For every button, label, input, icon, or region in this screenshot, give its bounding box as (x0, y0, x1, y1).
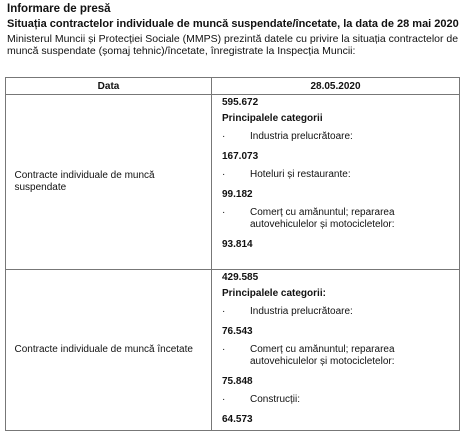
category-name: Construcții: (250, 394, 301, 405)
category-item (222, 344, 453, 368)
row-label-cell (6, 270, 212, 431)
suspended-total: 595.672 (222, 97, 259, 108)
category-item (222, 207, 453, 231)
terminated-categories-title: Principalele categorii: (222, 288, 326, 299)
category-value: 64.573 (222, 414, 253, 425)
header-date-cell: 28.05.2020 (212, 78, 460, 95)
category-value: 93.814 (222, 239, 253, 250)
table-row (6, 270, 460, 431)
suspended-categories-title: Principalele categorii (222, 113, 323, 124)
bullet-icon: · (222, 207, 226, 218)
document-headline: Situația contractelor individuale de muncă suspendate/încetate, la data de 28 mai 2020 (7, 18, 459, 30)
document-intro: Ministerul Muncii și Protecției Sociale (MMPS) prezintă datele cu privire la situația contractelor de muncă suspendate (șomaj tehnic)/încetate, înregistrate la Inspecția Muncii: (7, 33, 459, 57)
category-name: Industria prelucrătoare: (250, 306, 353, 317)
category-item (222, 394, 453, 406)
table-header-row (6, 78, 460, 95)
contracts-table (5, 77, 460, 431)
category-name: Comerț cu amănuntul; repararea autovehiculelor și motocicletelor: (250, 207, 395, 230)
bullet-icon: · (222, 344, 226, 355)
category-value: 76.543 (222, 326, 253, 337)
row-label-terminated: Contracte individuale de muncă încetate (14, 344, 193, 355)
row-label-suspended: Contracte individuale de muncă suspendate (14, 170, 155, 193)
terminated-total: 429.585 (222, 272, 259, 283)
category-value: 167.073 (222, 151, 259, 162)
row-values-cell (212, 270, 460, 431)
header-label-cell: Data (6, 78, 212, 95)
category-item (222, 306, 453, 318)
bullet-icon: · (222, 169, 226, 180)
table-row (6, 95, 460, 270)
category-name: Hoteluri și restaurante: (250, 169, 351, 180)
row-values-cell (212, 95, 460, 270)
bullet-icon: · (222, 131, 226, 142)
bullet-icon: · (222, 394, 226, 405)
category-item (222, 169, 453, 181)
category-item (222, 131, 453, 143)
category-name: Industria prelucrătoare: (250, 131, 353, 142)
category-value: 99.182 (222, 189, 253, 200)
category-name: Comerț cu amănuntul; repararea autovehiculelor și motocicletelor: (250, 344, 395, 367)
row-label-cell (6, 95, 212, 270)
category-value: 75.848 (222, 376, 253, 387)
bullet-icon: · (222, 306, 226, 317)
document-kicker: Informare de presă (7, 3, 111, 15)
